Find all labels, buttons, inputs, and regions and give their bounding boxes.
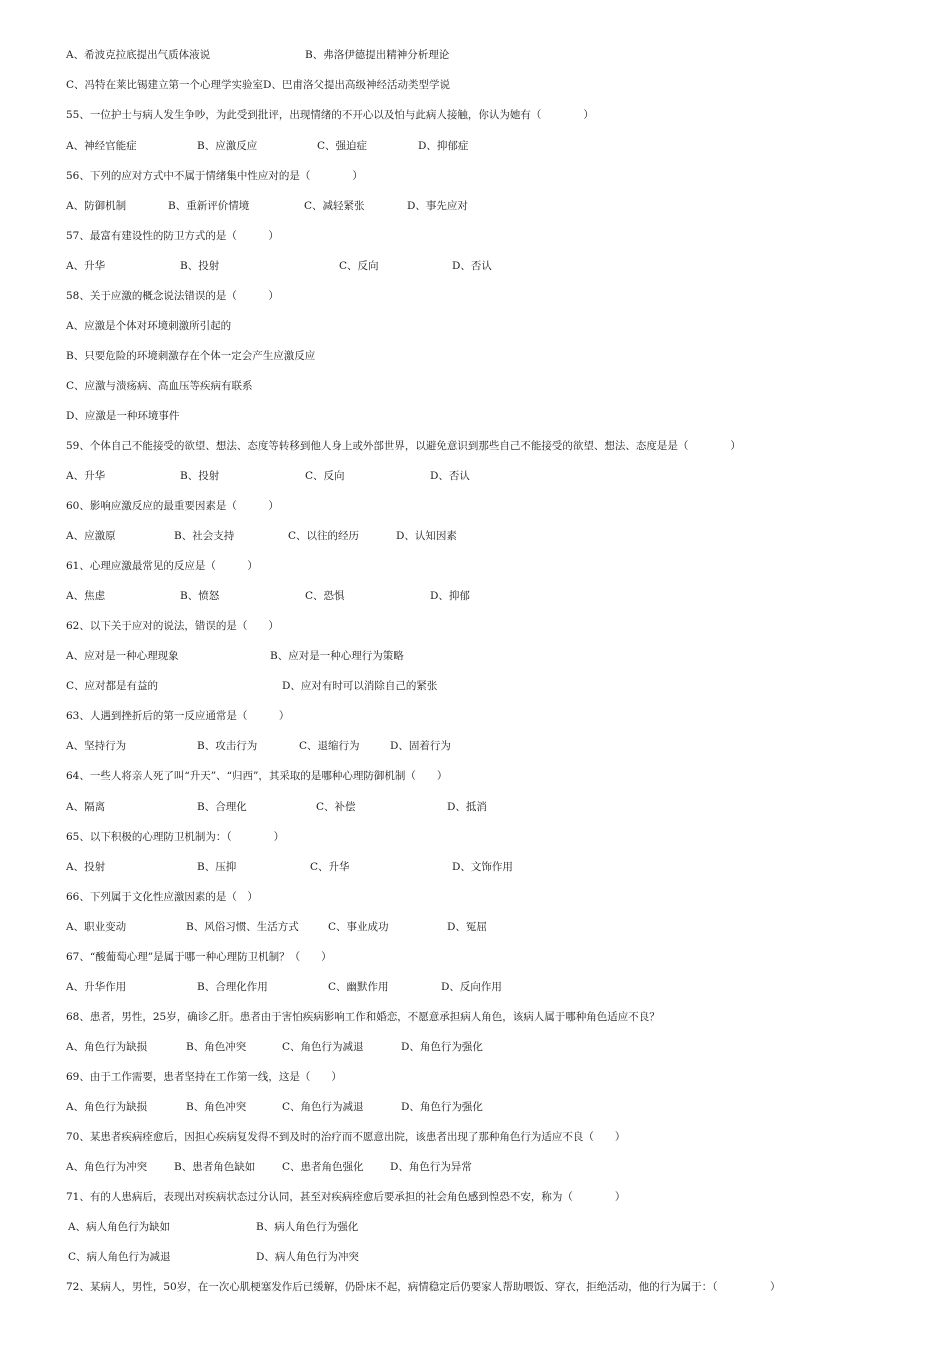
option-c: C、减轻紧张 <box>304 200 365 212</box>
question-text: 62、以下关于应对的说法，错误的是（ ） <box>66 620 279 632</box>
option-cd: C、冯特在莱比锡建立第一个心理学实验室D、巴甫洛父提出高级神经活动类型学说 <box>66 79 450 91</box>
option-d: D、抵消 <box>447 801 487 813</box>
option-a: A、应对是一种心理现象 <box>66 650 179 662</box>
question-text: 69、由于工作需要，患者坚持在工作第一线，这是（ ） <box>66 1071 342 1083</box>
option-d: D、冤屈 <box>447 921 487 933</box>
option-c: C、恐惧 <box>305 590 345 602</box>
option-b: B、弗洛伊德提出精神分析理论 <box>305 49 450 61</box>
question-text: 66、下列属于文化性应激因素的是（ ） <box>66 891 258 903</box>
option-b: B、重新评价情境 <box>168 200 250 212</box>
option-b: B、患者角色缺如 <box>174 1161 256 1173</box>
option-b: B、应激反应 <box>197 140 258 152</box>
option-b: B、风俗习惯、生活方式 <box>186 921 299 933</box>
option-d: D、否认 <box>452 260 492 272</box>
question-text: 57、最富有建设性的防卫方式的是（ ） <box>66 230 279 242</box>
option-a: A、升华 <box>66 260 106 272</box>
option-d: D、角色行为强化 <box>401 1101 483 1113</box>
question-text: 70、某患者疾病痊愈后，因担心疾病复发得不到及时的治疗而不愿意出院，该患者出现了那种角色行为适应不良（ ） <box>66 1131 626 1143</box>
option-b: B、合理化作用 <box>197 981 268 993</box>
option-d: D、事先应对 <box>407 200 468 212</box>
option-a: A、角色行为缺损 <box>66 1101 148 1113</box>
option-a: A、病人角色行为缺如 <box>68 1221 171 1233</box>
question-text: 64、一些人将亲人死了叫“升天”、“归西”，其采取的是哪种心理防御机制（ ） <box>66 770 448 782</box>
option-a: A、投射 <box>66 861 106 873</box>
option-d: D、应激是一种环境事件 <box>66 410 180 422</box>
option-c: C、应激与溃疡病、高血压等疾病有联系 <box>66 380 253 392</box>
option-d: D、应对有时可以消除自己的紧张 <box>282 680 438 692</box>
option-a: A、应激是个体对环境刺激所引起的 <box>66 320 232 332</box>
question-text: 61、心理应激最常见的反应是（ ） <box>66 560 258 572</box>
option-b: B、应对是一种心理行为策略 <box>270 650 404 662</box>
option-d: D、角色行为强化 <box>401 1041 483 1053</box>
option-a: A、职业变动 <box>66 921 127 933</box>
option-d: D、角色行为异常 <box>390 1161 472 1173</box>
option-d: D、病人角色行为冲突 <box>256 1251 359 1263</box>
option-a: A、隔离 <box>66 801 106 813</box>
option-c: C、强迫症 <box>317 140 368 152</box>
option-a: A、角色行为缺损 <box>66 1041 148 1053</box>
question-text: 71、有的人患病后，表现出对疾病状态过分认同，甚至对疾病痊愈后要承担的社会角色感到惶恐不安，称为（ ） <box>66 1191 626 1203</box>
option-d: D、认知因素 <box>396 530 457 542</box>
option-a: A、神经官能症 <box>66 140 137 152</box>
option-b: B、角色冲突 <box>186 1041 247 1053</box>
question-text: 56、下列的应对方式中不属于情绪集中性应对的是（ ） <box>66 170 363 182</box>
option-b: B、投射 <box>180 470 220 482</box>
option-d: D、否认 <box>430 470 470 482</box>
option-c: C、应对都是有益的 <box>66 680 159 692</box>
option-a: A、应激原 <box>66 530 116 542</box>
question-text: 55、一位护士与病人发生争吵，为此受到批评，出现情绪的不开心以及怕与此病人接触，你认为她有（ ） <box>66 109 594 121</box>
option-c: C、反向 <box>305 470 345 482</box>
option-a: A、升华作用 <box>66 981 127 993</box>
option-b: B、合理化 <box>197 801 247 813</box>
option-d: D、反向作用 <box>441 981 502 993</box>
option-d: D、固着行为 <box>390 740 451 752</box>
question-text: 63、人遇到挫折后的第一反应通常是（ ） <box>66 710 290 722</box>
option-c: C、患者角色强化 <box>282 1161 364 1173</box>
option-c: C、升华 <box>310 861 350 873</box>
option-a: A、升华 <box>66 470 106 482</box>
question-text: 72、某病人，男性，50岁，在一次心肌梗塞发作后已缓解，仍卧床不起，病情稳定后仍要家人帮助喂饭、穿衣，拒绝活动，他的行为属于：（ ） <box>66 1281 781 1293</box>
question-text: 60、影响应激反应的最重要因素是（ ） <box>66 500 279 512</box>
option-c: C、幽默作用 <box>328 981 389 993</box>
question-text: 59、个体自己不能接受的欲望、想法、态度等转移到他人身上或外部世界，以避免意识到那些自己不能接受的欲望、想法、态度是是（ ） <box>66 440 741 452</box>
option-a: A、焦虑 <box>66 590 106 602</box>
option-b: B、攻击行为 <box>197 740 258 752</box>
option-b: B、病人角色行为强化 <box>256 1221 359 1233</box>
option-b: B、投射 <box>180 260 220 272</box>
option-c: C、事业成功 <box>328 921 389 933</box>
option-c: C、反向 <box>339 260 379 272</box>
option-d: D、抑郁 <box>430 590 470 602</box>
option-b: B、愤怒 <box>180 590 220 602</box>
option-a: A、角色行为冲突 <box>66 1161 148 1173</box>
option-c: C、退缩行为 <box>299 740 360 752</box>
option-c: C、以往的经历 <box>288 530 360 542</box>
option-d: D、文饰作用 <box>452 861 513 873</box>
question-text: 65、以下积极的心理防卫机制为：（ ） <box>66 831 285 843</box>
option-c: C、病人角色行为减退 <box>68 1251 171 1263</box>
option-b: B、社会支持 <box>174 530 235 542</box>
question-text: 58、关于应激的概念说法错误的是（ ） <box>66 290 279 302</box>
option-a: A、希波克拉底提出气质体液说 <box>66 49 211 61</box>
question-text: 67、“酸葡萄心理”是属于哪一种心理防卫机制？（ ） <box>66 951 332 963</box>
option-b: B、角色冲突 <box>186 1101 247 1113</box>
option-d: D、抑郁症 <box>418 140 469 152</box>
question-text: 68、患者，男性，25岁，确诊乙肝。患者由于害怕疾病影响工作和婚恋，不愿意承担病人角色，该病人属于哪种角色适应不良？ <box>66 1011 660 1023</box>
option-c: C、角色行为减退 <box>282 1101 364 1113</box>
option-b: B、只要危险的环境刺激存在个体一定会产生应激反应 <box>66 350 316 362</box>
option-a: A、防御机制 <box>66 200 127 212</box>
option-b: B、压抑 <box>197 861 237 873</box>
option-a: A、坚持行为 <box>66 740 127 752</box>
option-c: C、补偿 <box>316 801 356 813</box>
option-c: C、角色行为减退 <box>282 1041 364 1053</box>
